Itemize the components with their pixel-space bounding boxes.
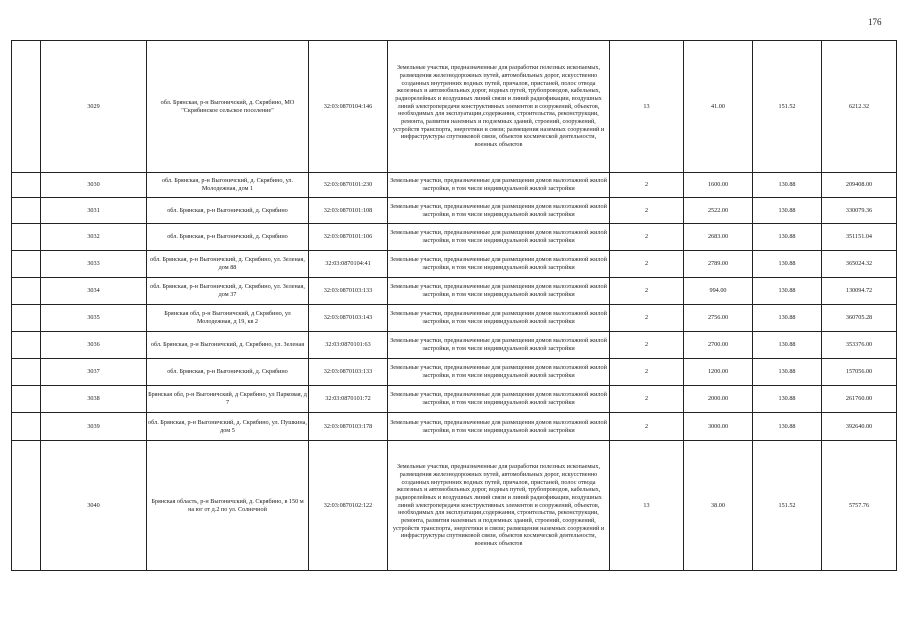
- cell-area: 1600.00: [684, 173, 753, 198]
- cell-value: 351151.04: [822, 224, 897, 251]
- cell-land-use: Земельные участки, предназначенные для размещения домов малоэтажной жилой застройки, в том числе индивидуальной жилой застройки: [388, 305, 610, 332]
- cell-rate: 130.88: [753, 278, 822, 305]
- page-number: 176: [868, 17, 882, 27]
- cell-value: 365024.32: [822, 251, 897, 278]
- cell-value: 5757.76: [822, 441, 897, 571]
- cell-address: Брянская обл, р-н Выгоничский, д Скрябино, ул Молодежная, д 19, кв 2: [147, 305, 309, 332]
- cell-address: обл. Брянская, р-н Выгоничский, д. Скрябино, ул. Молодежная, дом 1: [147, 173, 309, 198]
- cell-number: 3031: [41, 198, 147, 224]
- cell-address: обл. Брянская, р-н Выгоничский, д. Скрябино, МО "Скрябинское сельское поселение": [147, 41, 309, 173]
- row-gap-cell: [12, 386, 41, 413]
- table-row: [12, 251, 897, 278]
- table-row: [12, 332, 897, 359]
- cell-group: 2: [610, 251, 684, 278]
- table-row: [12, 386, 897, 413]
- cell-number: 3038: [41, 386, 147, 413]
- row-gap-cell: [12, 224, 41, 251]
- cell-value: 392640.00: [822, 413, 897, 441]
- cell-value: 330079.36: [822, 198, 897, 224]
- cell-area: 994.00: [684, 278, 753, 305]
- cell-group: 2: [610, 278, 684, 305]
- cell-cadastral: 32:03:0870104:146: [309, 41, 388, 173]
- cell-area: 1200.00: [684, 359, 753, 386]
- cell-value: 209408.00: [822, 173, 897, 198]
- cell-group: 2: [610, 413, 684, 441]
- cell-address: обл. Брянская, р-н Выгоничский, д. Скрябино, ул. Пушкина, дом 5: [147, 413, 309, 441]
- cell-number: 3036: [41, 332, 147, 359]
- cell-rate: 130.88: [753, 413, 822, 441]
- cell-area: 2789.00: [684, 251, 753, 278]
- cell-area: 38.00: [684, 441, 753, 571]
- cell-number: 3032: [41, 224, 147, 251]
- row-gap-cell: [12, 413, 41, 441]
- table-row: [12, 173, 897, 198]
- cell-group: 2: [610, 386, 684, 413]
- cell-land-use: Земельные участки, предназначенные для размещения домов малоэтажной жилой застройки, в том числе индивидуальной жилой застройки: [388, 332, 610, 359]
- cell-value: 353376.00: [822, 332, 897, 359]
- table-row: [12, 413, 897, 441]
- cell-group: 2: [610, 173, 684, 198]
- cell-land-use: Земельные участки, предназначенные для размещения домов малоэтажной жилой застройки, в том числе индивидуальной жилой застройки: [388, 386, 610, 413]
- cell-cadastral: 32:03:0870101:230: [309, 173, 388, 198]
- cell-rate: 130.88: [753, 359, 822, 386]
- cell-address: обл. Брянская, р-н Выгоничский, д. Скрябино, ул. Зеленая, дом 88: [147, 251, 309, 278]
- table-row: [12, 305, 897, 332]
- table-row: [12, 198, 897, 224]
- cell-cadastral: 32:03:0870103:133: [309, 278, 388, 305]
- cell-area: 2756.00: [684, 305, 753, 332]
- row-gap-cell: [12, 198, 41, 224]
- row-gap-cell: [12, 278, 41, 305]
- cell-land-use: Земельные участки, предназначенные для размещения домов малоэтажной жилой застройки, в том числе индивидуальной жилой застройки: [388, 251, 610, 278]
- cell-address: обл. Брянская, р-н Выгоничский, д. Скрябино, ул. Зеленая: [147, 332, 309, 359]
- cell-area: 2683.00: [684, 224, 753, 251]
- row-gap-cell: [12, 305, 41, 332]
- row-gap-cell: [12, 173, 41, 198]
- cell-cadastral: 32:03:0870101:108: [309, 198, 388, 224]
- cell-area: 41.00: [684, 41, 753, 173]
- cell-rate: 130.88: [753, 332, 822, 359]
- cell-group: 2: [610, 224, 684, 251]
- cell-group: 2: [610, 359, 684, 386]
- cell-land-use: Земельные участки, предназначенные для разработки полезных ископаемых, размещения железнодорожных путей, автомобильных дорог, искусственно созданных внутренних водных путей, причалов, пристаней, полос отвода железных и автомобильных дорог, водных путей, трубопроводов, кабельных, радиорелейных и воздушных линий связи и линий радиофикации, воздушных линий электропередачи конструктивных элементов и сооружений, объектов, необходимых для эксплуатации,содержания, строительства, реконструкции, ремонта, развития наземных и подземных зданий, строений, сооружений, устройств транспорта, энергетики и связи; размещения наземных сооружений и инфраструктуры спутниковой связи, объектов космической деятельности, военных объектов: [388, 441, 610, 571]
- row-gap-cell: [12, 41, 41, 173]
- cell-group: 13: [610, 41, 684, 173]
- cell-group: 2: [610, 305, 684, 332]
- cell-cadastral: 32:03:0870102:122: [309, 441, 388, 571]
- cell-rate: 130.88: [753, 305, 822, 332]
- cell-rate: 130.88: [753, 251, 822, 278]
- cell-rate: 130.88: [753, 224, 822, 251]
- cell-address: Брянская обл, р-н Выгоничский, д Скрябино, ул Парковая, д 7: [147, 386, 309, 413]
- cell-number: 3033: [41, 251, 147, 278]
- cell-number: 3035: [41, 305, 147, 332]
- cell-land-use: Земельные участки, предназначенные для размещения домов малоэтажной жилой застройки, в том числе индивидуальной жилой застройки: [388, 413, 610, 441]
- cell-address: Брянская область, р-н Выгоничский, д. Скрябино, в 150 м на юг от д.2 по ул. Солнечной: [147, 441, 309, 571]
- cell-land-use: Земельные участки, предназначенные для размещения домов малоэтажной жилой застройки, в том числе индивидуальной жилой застройки: [388, 359, 610, 386]
- cell-number: 3039: [41, 413, 147, 441]
- cell-cadastral: 32:03:0870104:41: [309, 251, 388, 278]
- cell-group: 2: [610, 332, 684, 359]
- cell-cadastral: 32:03:0870101:63: [309, 332, 388, 359]
- cell-group: 2: [610, 198, 684, 224]
- cell-rate: 151.52: [753, 41, 822, 173]
- cell-address: обл. Брянская, р-н Выгоничский, д. Скрябино: [147, 224, 309, 251]
- cell-land-use: Земельные участки, предназначенные для размещения домов малоэтажной жилой застройки, в том числе индивидуальной жилой застройки: [388, 278, 610, 305]
- table-row: [12, 278, 897, 305]
- cell-rate: 130.88: [753, 386, 822, 413]
- cell-value: 261760.00: [822, 386, 897, 413]
- cell-cadastral: 32:03:0870103:178: [309, 413, 388, 441]
- cell-address: обл. Брянская, р-н Выгоничский, д. Скрябино: [147, 359, 309, 386]
- cell-land-use: Земельные участки, предназначенные для разработки полезных ископаемых, размещения железнодорожных путей, автомобильных дорог, искусственно созданных внутренних водных путей, причалов, пристаней, полос отвода железных и автомобильных дорог, водных путей, трубопроводов, кабельных, радиорелейных и воздушных линий связи и линий радиофикации, воздушных линий электропередачи конструктивных элементов и сооружений, объектов, необходимых для эксплуатации,содержания, строительства, реконструкции, ремонта, развития наземных и подземных зданий, строений, сооружений, устройств транспорта, энергетики и связи; размещения наземных сооружений и инфраструктуры спутниковой связи, объектов космической деятельности, военных объектов: [388, 41, 610, 173]
- cell-area: 2000.00: [684, 386, 753, 413]
- cell-number: 3029: [41, 41, 147, 173]
- cell-rate: 130.88: [753, 173, 822, 198]
- cell-address: обл. Брянская, р-н Выгоничский, д. Скрябино: [147, 198, 309, 224]
- cell-rate: 130.88: [753, 198, 822, 224]
- cell-land-use: Земельные участки, предназначенные для размещения домов малоэтажной жилой застройки, в том числе индивидуальной жилой застройки: [388, 198, 610, 224]
- cell-land-use: Земельные участки, предназначенные для размещения домов малоэтажной жилой застройки, в том числе индивидуальной жилой застройки: [388, 173, 610, 198]
- cell-number: 3034: [41, 278, 147, 305]
- cell-area: 2700.00: [684, 332, 753, 359]
- cell-land-use: Земельные участки, предназначенные для размещения домов малоэтажной жилой застройки, в том числе индивидуальной жилой застройки: [388, 224, 610, 251]
- cadastral-table: [11, 40, 897, 571]
- cell-address: обл. Брянская, р-н Выгоничский, д. Скрябино, ул. Зеленая, дом 37: [147, 278, 309, 305]
- cell-number: 3030: [41, 173, 147, 198]
- cell-rate: 151.52: [753, 441, 822, 571]
- row-gap-cell: [12, 251, 41, 278]
- table-row: [12, 41, 897, 173]
- cell-value: 157056.00: [822, 359, 897, 386]
- row-gap-cell: [12, 332, 41, 359]
- cell-cadastral: 32:03:0870101:106: [309, 224, 388, 251]
- cell-cadastral: 32:03:0870103:143: [309, 305, 388, 332]
- cell-area: 3000.00: [684, 413, 753, 441]
- cell-group: 13: [610, 441, 684, 571]
- cell-area: 2522.00: [684, 198, 753, 224]
- cell-cadastral: 32:03:0870101:72: [309, 386, 388, 413]
- cell-value: 130094.72: [822, 278, 897, 305]
- cell-value: 360705.28: [822, 305, 897, 332]
- table-row: [12, 224, 897, 251]
- cell-number: 3037: [41, 359, 147, 386]
- cell-number: 3040: [41, 441, 147, 571]
- row-gap-cell: [12, 359, 41, 386]
- row-gap-cell: [12, 441, 41, 571]
- cell-value: 6212.32: [822, 41, 897, 173]
- table-row: [12, 441, 897, 571]
- cell-cadastral: 32:03:0870103:133: [309, 359, 388, 386]
- table-row: [12, 359, 897, 386]
